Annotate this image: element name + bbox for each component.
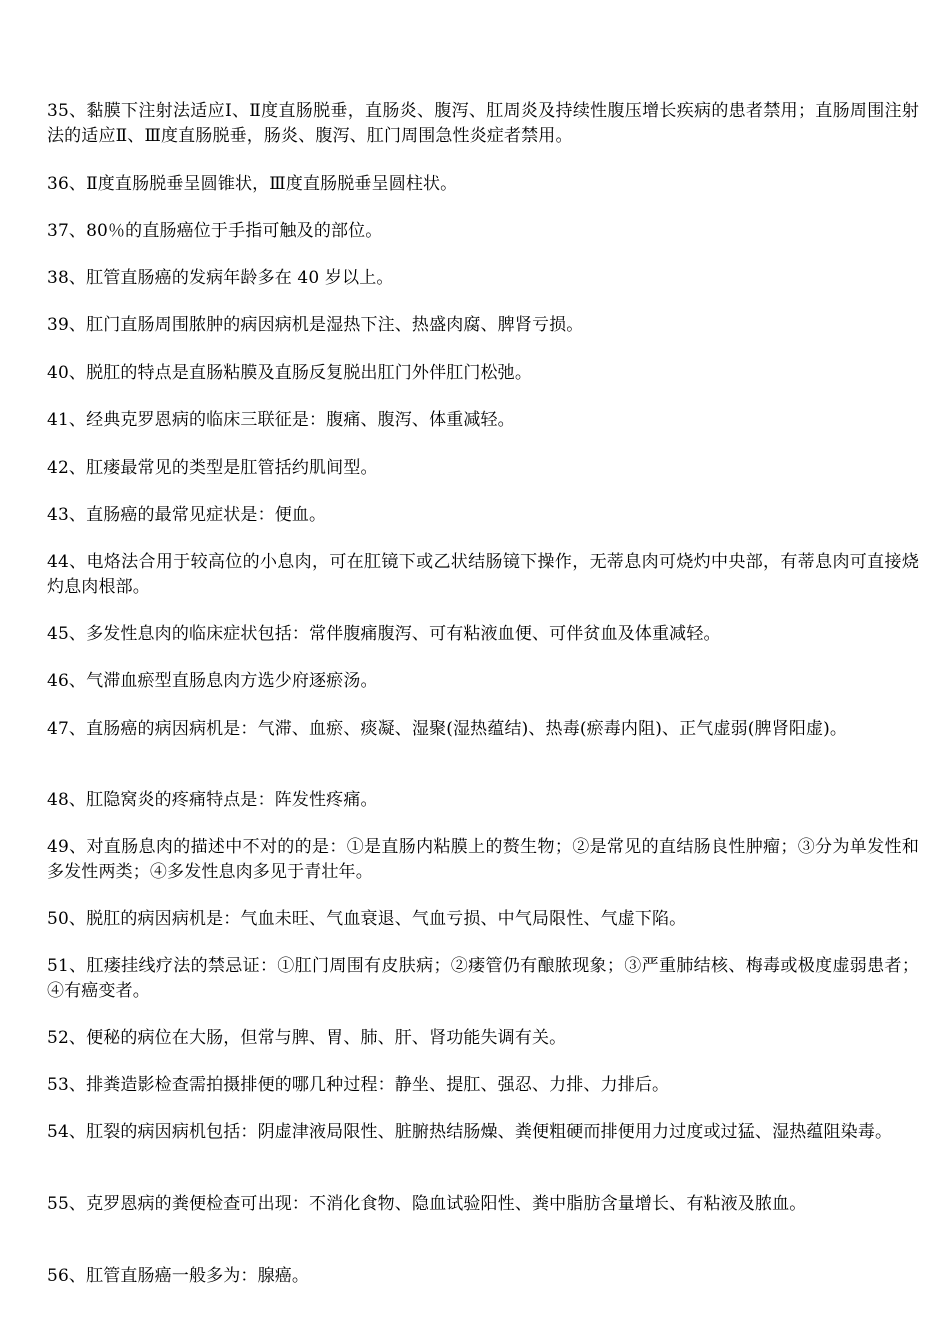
list-item: 37、80％的直肠癌位于手指可触及的部位。 — [47, 221, 383, 241]
list-item: 38、肛管直肠癌的发病年龄多在 40 岁以上。 — [47, 268, 394, 288]
list-item: 54、肛裂的病因病机包括：阴虚津液局限性、脏腑热结肠燥、粪便粗硬而排便用力过度或过猛、湿热蕴阻染毒。 — [47, 1122, 893, 1142]
list-item: 43、直肠癌的最常见症状是：便血。 — [47, 505, 327, 525]
list-item: 55、克罗恩病的粪便检查可出现：不消化食物、隐血试验阳性、粪中脂肪含量增长、有粘液及脓血。 — [47, 1194, 807, 1214]
list-item: 44、电烙法合用于较高位的小息肉，可在肛镜下或乙状结肠镜下操作，无蒂息肉可烧灼中央部，有蒂息肉可直接烧灼息肉根部。 — [47, 552, 919, 597]
list-item: 41、经典克罗恩病的临床三联征是：腹痛、腹泻、体重减轻。 — [47, 410, 515, 430]
list-item: 49、对直肠息肉的描述中不对的的是：①是直肠内粘膜上的赘生物；②是常见的直结肠良性肿瘤；③分为单发性和多发性两类；④多发性息肉多见于青壮年。 — [47, 837, 919, 882]
list-item: 48、肛隐窝炎的疼痛特点是：阵发性疼痛。 — [47, 790, 378, 810]
list-item: 52、便秘的病位在大肠，但常与脾、胃、肺、肝、肾功能失调有关。 — [47, 1028, 567, 1048]
list-item: 42、肛瘘最常见的类型是肛管括约肌间型。 — [47, 458, 378, 478]
list-item: 46、气滞血瘀型直肠息肉方选少府逐瘀汤。 — [47, 671, 378, 691]
list-item: 39、肛门直肠周围脓肿的病因病机是湿热下注、热盛肉腐、脾肾亏损。 — [47, 315, 584, 335]
list-item: 45、多发性息肉的临床症状包括：常伴腹痛腹泻、可有粘液血便、可伴贫血及体重减轻。 — [47, 624, 721, 644]
list-item: 47、直肠癌的病因病机是：气滞、血瘀、痰凝、湿聚(湿热蕴结)、热毒(瘀毒内阻)、正气虚弱(脾肾阳虚)。 — [47, 719, 848, 739]
list-item: 35、黏膜下注射法适应Ⅰ、Ⅱ度直肠脱垂，直肠炎、腹泻、肛周炎及持续性腹压增长疾病的患者禁用；直肠周围注射法的适应Ⅱ、Ⅲ度直肠脱垂，肠炎、腹泻、肛门周围急性炎症者禁用。 — [47, 101, 919, 146]
list-item: 40、脱肛的特点是直肠粘膜及直肠反复脱出肛门外伴肛门松弛。 — [47, 363, 532, 383]
list-item: 56、肛管直肠癌一般多为：腺癌。 — [47, 1266, 310, 1286]
list-item: 36、Ⅱ度直肠脱垂呈圆锥状，Ⅲ度直肠脱垂呈圆柱状。 — [47, 174, 458, 194]
list-item: 51、肛瘘挂线疗法的禁忌证：①肛门周围有皮肤病；②瘘管仍有酿脓现象；③严重肺结核、梅毒或极度虚弱患者；④有癌变者。 — [47, 956, 919, 1001]
list-item: 53、排粪造影检查需拍摄排便的哪几种过程：静坐、提肛、强忍、力排、力排后。 — [47, 1075, 670, 1095]
list-item: 50、脱肛的病因病机是：气血未旺、气血衰退、气血亏损、中气局限性、气虚下陷。 — [47, 909, 687, 929]
